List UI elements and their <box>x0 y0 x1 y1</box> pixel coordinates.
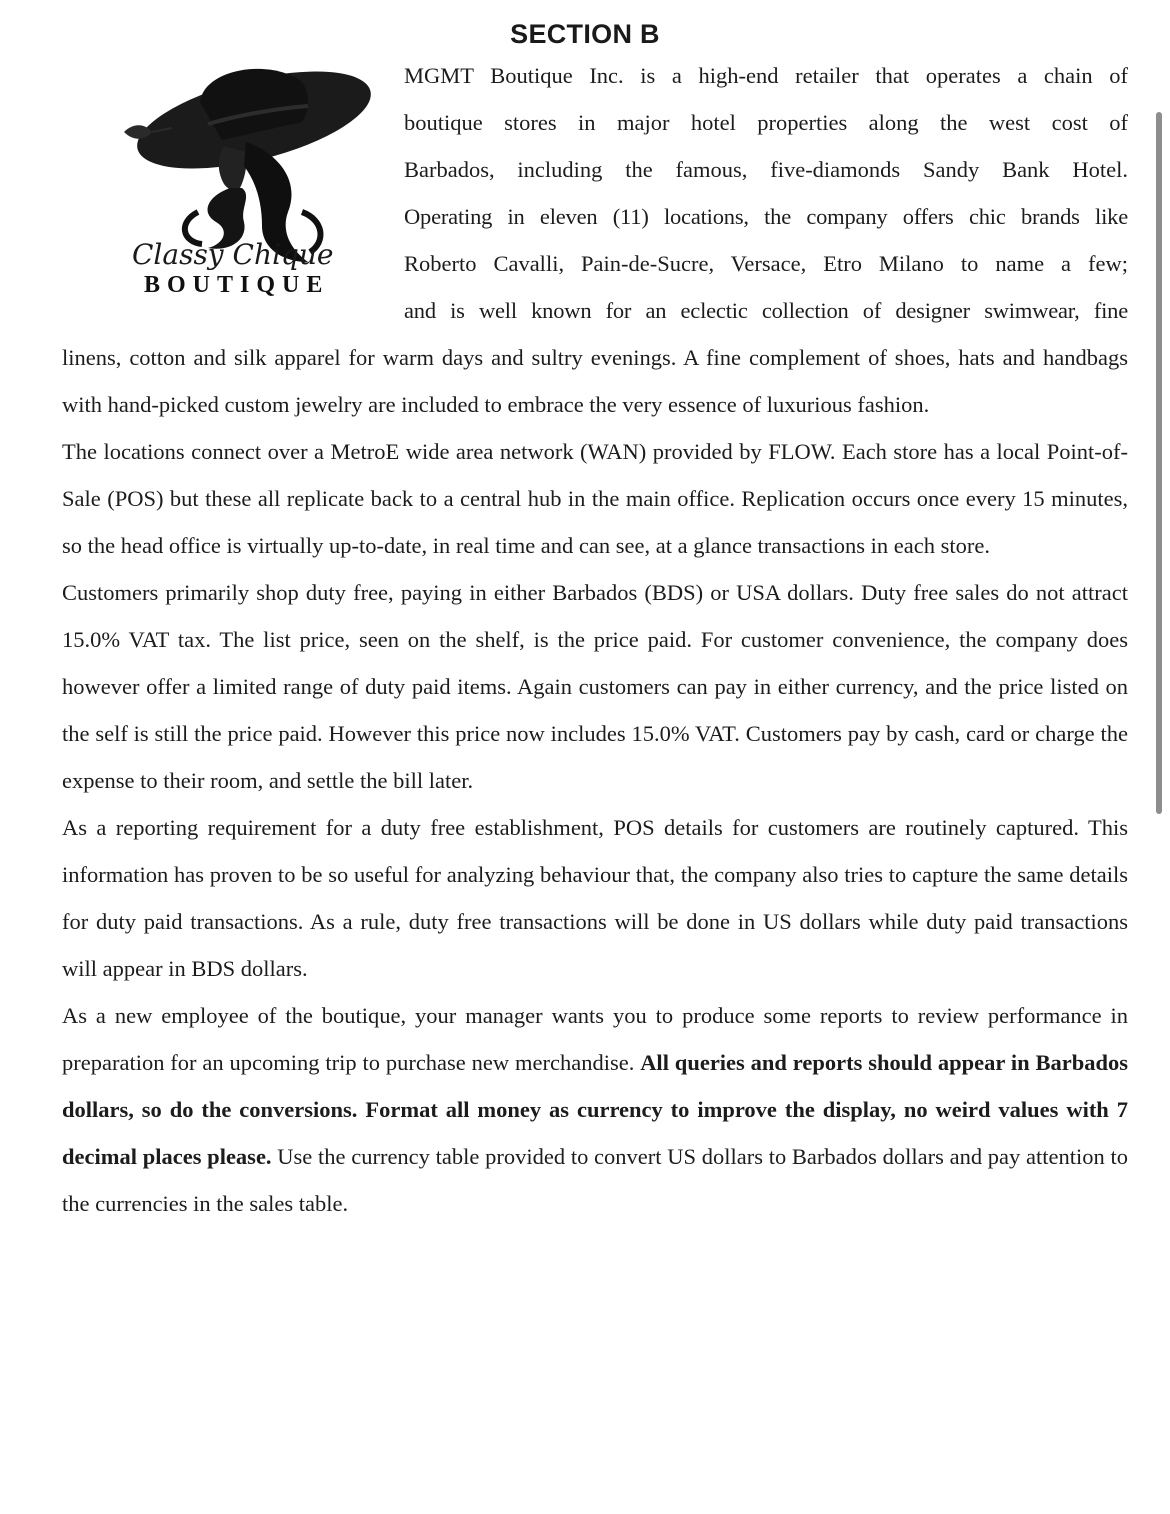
network-paragraph: The locations connect over a MetroE wide area network (WAN) provided by FLOW. Each store has a local Point-of-Sale (POS) but these all replicate back to a central hub in the main office. Replication occurs once every 15 minutes, so the head office is virtually up-to-date, in real time and can see, at a glance transactions in each store. <box>62 439 1128 558</box>
intro-line: and is well known for an eclectic collection of designer swimwear, fine <box>404 298 1128 323</box>
woman-with-wide-brim-hat-icon <box>124 62 374 262</box>
intro-continuation-paragraph: linens, cotton and silk apparel for warm days and sultry evenings. A fine complement of shoes, hats and handbags with hand-picked custom jewelry are included to embrace the very essence of luxurious fashion. <box>62 345 1128 417</box>
document-body <box>62 334 1128 1227</box>
intro-line: Roberto Cavalli, Pain-de-Sucre, Versace, Etro Milano to name a few; <box>404 251 1128 276</box>
logo-wordmark: BOUTIQUE <box>144 272 330 298</box>
task-paragraph <box>62 992 1128 1227</box>
intro-text-block <box>404 52 1128 334</box>
reporting-paragraph: As a reporting requirement for a duty free establishment, POS details for customers are routinely captured. This information has proven to be so useful for analyzing behaviour that, the company also tries to capture the same details for duty paid transactions. As a rule, duty free transactions will be done in US dollars while duty paid transactions will appear in BDS dollars. <box>62 815 1128 981</box>
logo-script-text: Classy Chique <box>132 238 334 271</box>
intro-line: MGMT Boutique Inc. is a high-end retailer that operates a chain of <box>404 63 1128 88</box>
task-text: As a new employee of the boutique, your manager wants you to produce some reports to review performance in preparation for an upcoming trip to purchase new merchandise. <box>62 1003 1128 1075</box>
boutique-logo <box>112 62 374 302</box>
vertical-scrollbar[interactable] <box>1156 112 1162 814</box>
intro-line: boutique stores in major hotel properties along the west cost of <box>404 110 1128 135</box>
section-title: SECTION B <box>510 19 660 49</box>
task-text-end: Use the currency table provided to convert US dollars to Barbados dollars and pay attention to the currencies in the sales table. <box>62 1144 1128 1216</box>
task-bold-instructions: All queries and reports should appear in Barbados dollars, so do the conversions. Format all money as currency to improve the display, no weird values with 7 decimal places please. <box>62 1050 1128 1169</box>
intro-line: Barbados, including the famous, five-diamonds Sandy Bank Hotel. <box>404 157 1128 182</box>
intro-line: Operating in eleven (11) locations, the company offers chic brands like <box>404 204 1128 229</box>
customers-paragraph: Customers primarily shop duty free, paying in either Barbados (BDS) or USA dollars. Duty free sales do not attract 15.0% VAT tax. The list price, seen on the shelf, is the price paid. For customer convenience, the company does however offer a limited range of duty paid items. Again customers can pay in either currency, and the price listed on the self is still the price paid. However this price now includes 15.0% VAT. Customers pay by cash, card or charge the expense to their room, and settle the bill later. <box>62 580 1128 793</box>
